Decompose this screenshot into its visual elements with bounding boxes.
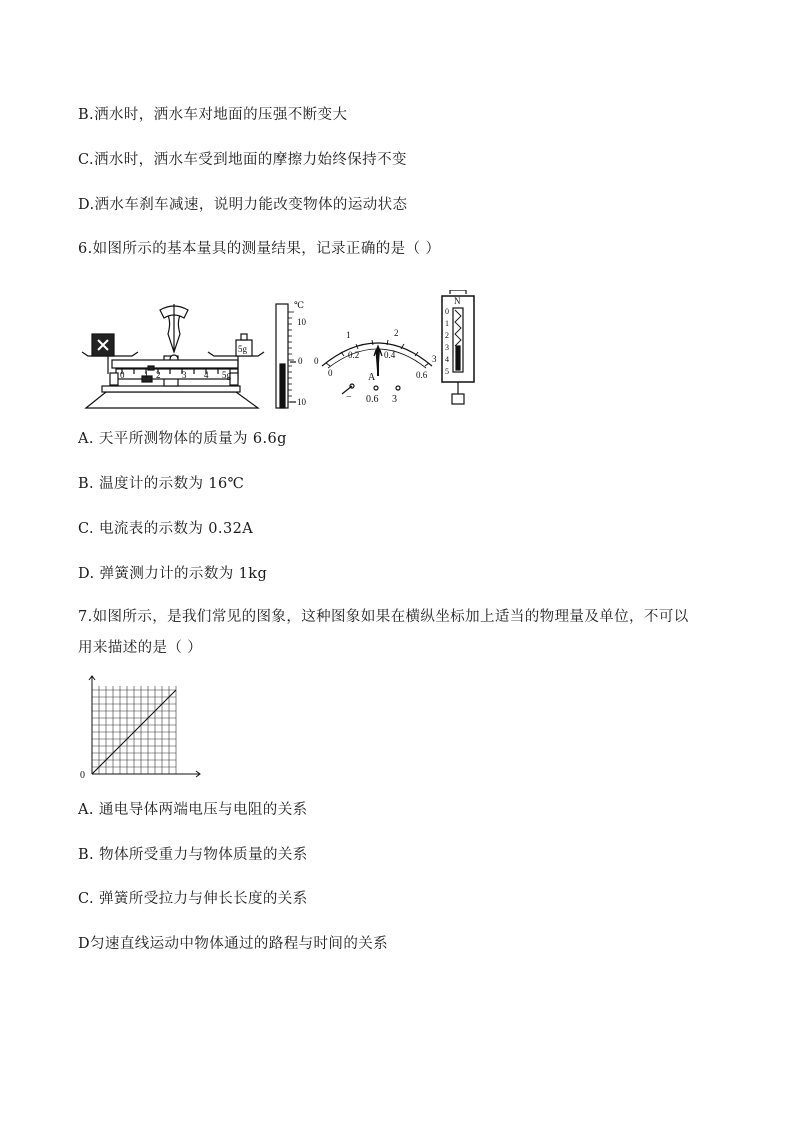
ammeter-outer-tick: 3 [432,354,437,364]
spring-scale-tick: 4 [445,355,449,364]
ammeter-diagram [314,328,437,405]
q7-stem-line1: 7.如图所示，是我们常见的图象，这种图象如果在横纵坐标加上适当的物理量及单位，不可以 [78,609,689,625]
balance-tick: 2 [156,370,161,380]
ammeter-outer-tick: 1 [346,330,351,340]
balance-tick: 0 [120,370,125,380]
ammeter-inner-tick: 0 [328,368,333,378]
spring-scale-tick: 1 [445,319,449,328]
origin-label: 0 [80,770,85,781]
q7-option-d: D匀速直线运动中物体通过的路程与时间的关系 [78,936,389,952]
q5-option-d: D.洒水车刹车减速，说明力能改变物体的运动状态 [78,197,408,213]
balance-tick: 5g [222,370,231,380]
thermometer-tick: 10 [297,317,306,327]
q6-option-a: A. 天平所测物体的质量为 6.6g [78,431,287,447]
ammeter-outer-tick: 0 [314,356,319,366]
q7-option-a: A. 通电导体两端电压与电阻的关系 [78,802,308,818]
spring-scale-tick: 2 [445,331,449,340]
q7-option-b: B. 物体所受重力与物体质量的关系 [78,847,308,863]
weight-label: 5g [238,344,247,354]
q6-option-b: B. 温度计的示数为 16℃ [78,476,245,492]
q7-option-c: C. 弹簧所受拉力与伸长长度的关系 [78,891,308,907]
ammeter-inner-tick: 0.6 [416,370,428,380]
ammeter-symbol: A [368,372,376,383]
spring-scale-unit: N [454,296,461,306]
thermometer-unit: ℃ [294,300,305,310]
q5-option-b: B.洒水时，洒水车对地面的压强不断变大 [78,107,348,123]
thermometer-tick: 0 [298,356,303,366]
thermometer-tick: 10 [297,397,306,407]
ammeter-terminal: 3 [392,394,397,405]
spring-scale-tick: 3 [445,343,449,352]
ammeter-terminal: 0.6 [366,394,379,405]
balance-tick: 3 [182,370,187,380]
q6-option-c: C. 电流表的示数为 0.32A [78,521,254,537]
balance-diagram [82,304,264,408]
ammeter-terminal: − [346,392,352,403]
q6-option-d: D. 弹簧测力计的示数为 1kg [78,566,268,582]
q7-linear-graph [76,674,206,784]
q6-instruments-figure [76,290,476,415]
q6-stem: 6.如图所示的基本量具的测量结果，记录正确的是（ ） [78,241,441,257]
ammeter-inner-tick: 0.2 [348,350,360,360]
q7-stem-line2: 用来描述的是（ ） [78,640,203,656]
balance-tick: 1 [144,370,149,380]
spring-scale-diagram [442,290,474,404]
ammeter-outer-tick: 2 [394,328,399,338]
thermometer-diagram [276,300,307,408]
q5-option-c: C.洒水时，洒水车受到地面的摩擦力始终保持不变 [78,152,407,168]
spring-scale-tick: 0 [445,307,449,316]
spring-scale-tick: 5 [445,367,449,376]
balance-tick: 4 [204,370,209,380]
ammeter-inner-tick: 0.4 [384,350,396,360]
